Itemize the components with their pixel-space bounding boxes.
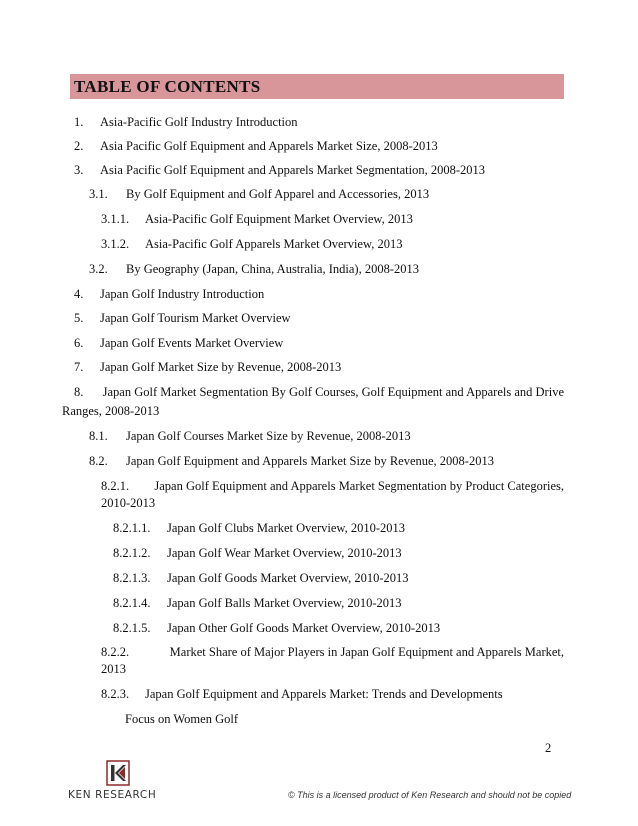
toc-entry-number: 6. bbox=[74, 336, 84, 350]
toc-entry-text: By Geography (Japan, China, Australia, India), 2008-2013 bbox=[126, 262, 419, 276]
toc-entry-8[interactable] bbox=[74, 383, 564, 402]
toc-entry-text: Japan Golf Equipment and Apparels Market Segmentation by Product Categories, bbox=[154, 479, 564, 493]
toc-entry-number: 8.2.1.1. bbox=[113, 521, 151, 535]
toc-entry-text: Japan Golf Equipment and Apparels Market: Trends and Developments bbox=[145, 687, 503, 701]
toc-entry-text: Japan Golf Balls Market Overview, 2010-2013 bbox=[167, 596, 402, 610]
toc-entry-text: Asia Pacific Golf Equipment and Apparels Market Segmentation, 2008-2013 bbox=[100, 163, 485, 177]
toc-entry-text: Japan Golf Clubs Market Overview, 2010-2013 bbox=[167, 521, 406, 535]
copyright-notice: © This is a licensed product of Ken Research and should not be copied bbox=[288, 790, 572, 800]
toc-entry-number: 3.1.1. bbox=[101, 212, 130, 226]
toc-entry-text: Japan Golf Tourism Market Overview bbox=[100, 311, 291, 325]
ken-research-logo-icon bbox=[106, 760, 130, 786]
toc-entry-number: 8.1. bbox=[89, 429, 108, 443]
toc-entry-continuation: Ranges, 2008-2013 bbox=[62, 404, 160, 418]
toc-entry-number: 8.2.1.3. bbox=[113, 571, 151, 585]
toc-entry-text: Asia-Pacific Golf Equipment Market Overview, 2013 bbox=[145, 212, 413, 226]
logo-text: KEN RESEARCH bbox=[68, 789, 157, 801]
toc-entry-number: 8.2.1.2. bbox=[113, 546, 151, 560]
toc-entry-number: 8. bbox=[74, 385, 84, 399]
toc-entry-text: Japan Golf Courses Market Size by Revenue, 2008-2013 bbox=[126, 429, 411, 443]
toc-entry-continuation: 2010-2013 bbox=[101, 496, 156, 510]
toc-entry-focus-women-golf[interactable] bbox=[125, 710, 238, 729]
toc-entry-number: 8.2.1.4. bbox=[113, 596, 151, 610]
ken-research-logo bbox=[68, 760, 178, 804]
toc-entry-text: Japan Golf Industry Introduction bbox=[100, 287, 265, 301]
toc-entry-text: Japan Golf Equipment and Apparels Market Size by Revenue, 2008-2013 bbox=[126, 454, 494, 468]
toc-entry-first-line bbox=[101, 643, 564, 662]
toc-entry-continuation: 2013 bbox=[101, 662, 126, 676]
toc-entry-text: Asia-Pacific Golf Apparels Market Overview, 2013 bbox=[145, 237, 403, 251]
page-number: 2 bbox=[545, 741, 552, 755]
toc-entry-number: 7. bbox=[74, 360, 84, 374]
toc-entry-text: Japan Golf Market Segmentation By Golf Courses, Golf Equipment and Apparels and Drive bbox=[102, 385, 564, 399]
toc-entry-number: 3. bbox=[74, 163, 84, 177]
toc-entry-text: Japan Golf Market Size by Revenue, 2008-2013 bbox=[100, 360, 342, 374]
toc-entry-number: 8.2.1. bbox=[101, 479, 130, 493]
toc-entry-number: 8.2. bbox=[89, 454, 108, 468]
toc-entry-number: 4. bbox=[74, 287, 84, 301]
toc-entry-number: 8.2.3. bbox=[101, 687, 130, 701]
toc-entry-text: Focus on Women Golf bbox=[125, 712, 238, 726]
page-title: TABLE OF CONTENTS bbox=[74, 77, 261, 96]
toc-entry-number: 2. bbox=[74, 139, 84, 153]
toc-entry-number: 3.1. bbox=[89, 187, 108, 201]
toc-entry-text: Japan Golf Wear Market Overview, 2010-2013 bbox=[167, 546, 402, 560]
toc-entry-text: Japan Golf Events Market Overview bbox=[100, 336, 284, 350]
toc-entry-text: By Golf Equipment and Golf Apparel and Accessories, 2013 bbox=[126, 187, 430, 201]
toc-entry-number: 8.2.2. bbox=[101, 645, 130, 659]
toc-entry-number: 3.2. bbox=[89, 262, 108, 276]
toc-entry-text: Asia-Pacific Golf Industry Introduction bbox=[100, 115, 298, 129]
toc-entry-8-2-1[interactable] bbox=[101, 477, 564, 496]
toc-entry-8-2-2[interactable] bbox=[101, 643, 564, 662]
toc-entry-text: Market Share of Major Players in Japan Golf Equipment and Apparels Market, bbox=[169, 645, 564, 659]
toc-entry-text: Asia Pacific Golf Equipment and Apparels Market Size, 2008-2013 bbox=[100, 139, 438, 153]
toc-entry-text: Japan Golf Goods Market Overview, 2010-2013 bbox=[167, 571, 409, 585]
toc-entry-number: 3.1.2. bbox=[101, 237, 130, 251]
toc-entry-text: Japan Other Golf Goods Market Overview, 2010-2013 bbox=[167, 621, 441, 635]
toc-entry-first-line bbox=[74, 383, 564, 402]
toc-entry-number: 8.2.1.5. bbox=[113, 621, 151, 635]
toc-entry-number: 5. bbox=[74, 311, 84, 325]
toc-entry-first-line bbox=[101, 477, 564, 496]
toc-entry-number: 1. bbox=[74, 115, 84, 129]
toc-header-bar bbox=[70, 74, 564, 99]
